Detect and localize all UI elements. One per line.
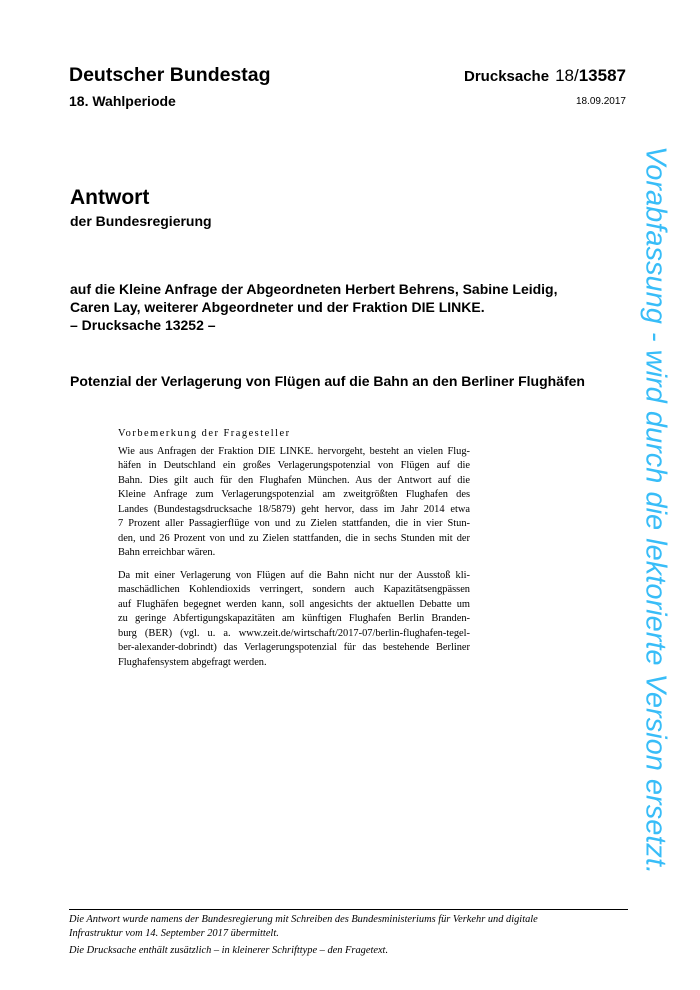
text-line: Bahn. Dies gilt auch für den Flughafen München. Aus der Antwort auf die [118, 474, 470, 486]
text-line: Wie aus Anfragen der Fraktion DIE LINKE. hervorgeht, besteht an vielen Flug- [118, 445, 470, 457]
footer-line: Infrastruktur vom 14. September 2017 übermittelt. [69, 927, 279, 939]
text-line: auf Flughäfen begegnet werden kann, soll angesichts der aktuellen Debatte um [118, 598, 470, 610]
text-line: burg (BER) (vgl. u. a. www.zeit.de/wirtschaft/2017-07/berlin-flughafen-tegel- [118, 627, 470, 639]
wahlperiode: 18. Wahlperiode [69, 93, 176, 109]
drucksache-label: Drucksache [464, 68, 550, 85]
drucksache-number [464, 66, 626, 86]
footer-notes [69, 913, 629, 958]
text-line: 7 Prozent aller Passagierflüge von und zu Zielen stattfanden, die in vier Stun- [118, 518, 470, 529]
preliminary-paragraph-1 [118, 445, 470, 561]
inquiry-line: Caren Lay, weiterer Abgeordneter und der Fraktion DIE LINKE. [70, 299, 485, 315]
drucksache-prefix: 18/ [555, 66, 579, 85]
text-line: Kleine Anfrage zum Verlagerungspotenzial am zweitgrößten Flughafen des [118, 489, 470, 500]
text-line: zu geringe Abfertigungskapazitäten am künftigen Flughafen Berlin Branden- [118, 613, 470, 624]
footer-divider [69, 909, 628, 910]
institution-title: Deutscher Bundestag [69, 64, 271, 86]
preliminary-remark [118, 427, 470, 678]
drucksache-id: 13587 [578, 66, 626, 85]
document-date: 18.09.2017 [575, 96, 626, 107]
text-line: ber-alexander-dobrindt) das Verlagerungspotenzial für das bestehende Berliner [118, 642, 470, 653]
draft-watermark: Vorabfassung - wird durch die lektorierte Version ersetzt. [639, 145, 672, 875]
topic-heading: Potenzial der Verlagerung von Flügen auf die Bahn an den Berliner Flughäfen [70, 373, 585, 389]
preliminary-paragraph-2 [118, 569, 470, 671]
text-line: den, und 26 Prozent von und zu Zielen stattfanden, die in sechs Stunden mit der [118, 532, 470, 544]
text-line: Landes (Bundestagsdrucksache 18/5879) geht hervor, dass im Jahr 2014 etwa [118, 503, 470, 515]
text-line: Bahn erreichbar wären. [118, 547, 216, 558]
text-line: häfen in Deutschland ein großes Verlagerungspotenzial von Flügen auf die [118, 460, 470, 471]
document-type-heading: Antwort [70, 186, 150, 209]
text-line: Da mit einer Verlagerung von Flügen auf die Bahn nicht nur der Ausstoß kli- [118, 569, 470, 581]
inquiry-line: – Drucksache 13252 – [70, 317, 216, 333]
text-line: Flughafensystem abgefragt werden. [118, 656, 267, 668]
document-subtitle: der Bundesregierung [70, 213, 212, 229]
footer-note-2: Die Drucksache enthält zusätzlich – in kleinerer Schrifttype – den Fragetext. [69, 945, 389, 956]
footer-line: Die Antwort wurde namens der Bundesregierung mit Schreiben des Bundesministeriums für Verkehr und digitale [69, 914, 538, 925]
text-line: maschädlichen Kohlendioxids verringert, sondern auch Kapazitätsengpässen [118, 584, 470, 595]
preliminary-heading: Vorbemerkung der Fragesteller [118, 428, 291, 439]
footer-note-1 [69, 913, 629, 940]
inquiry-line: auf die Kleine Anfrage der Abgeordneten Herbert Behrens, Sabine Leidig, [70, 281, 558, 297]
inquiry-reference [70, 280, 610, 334]
